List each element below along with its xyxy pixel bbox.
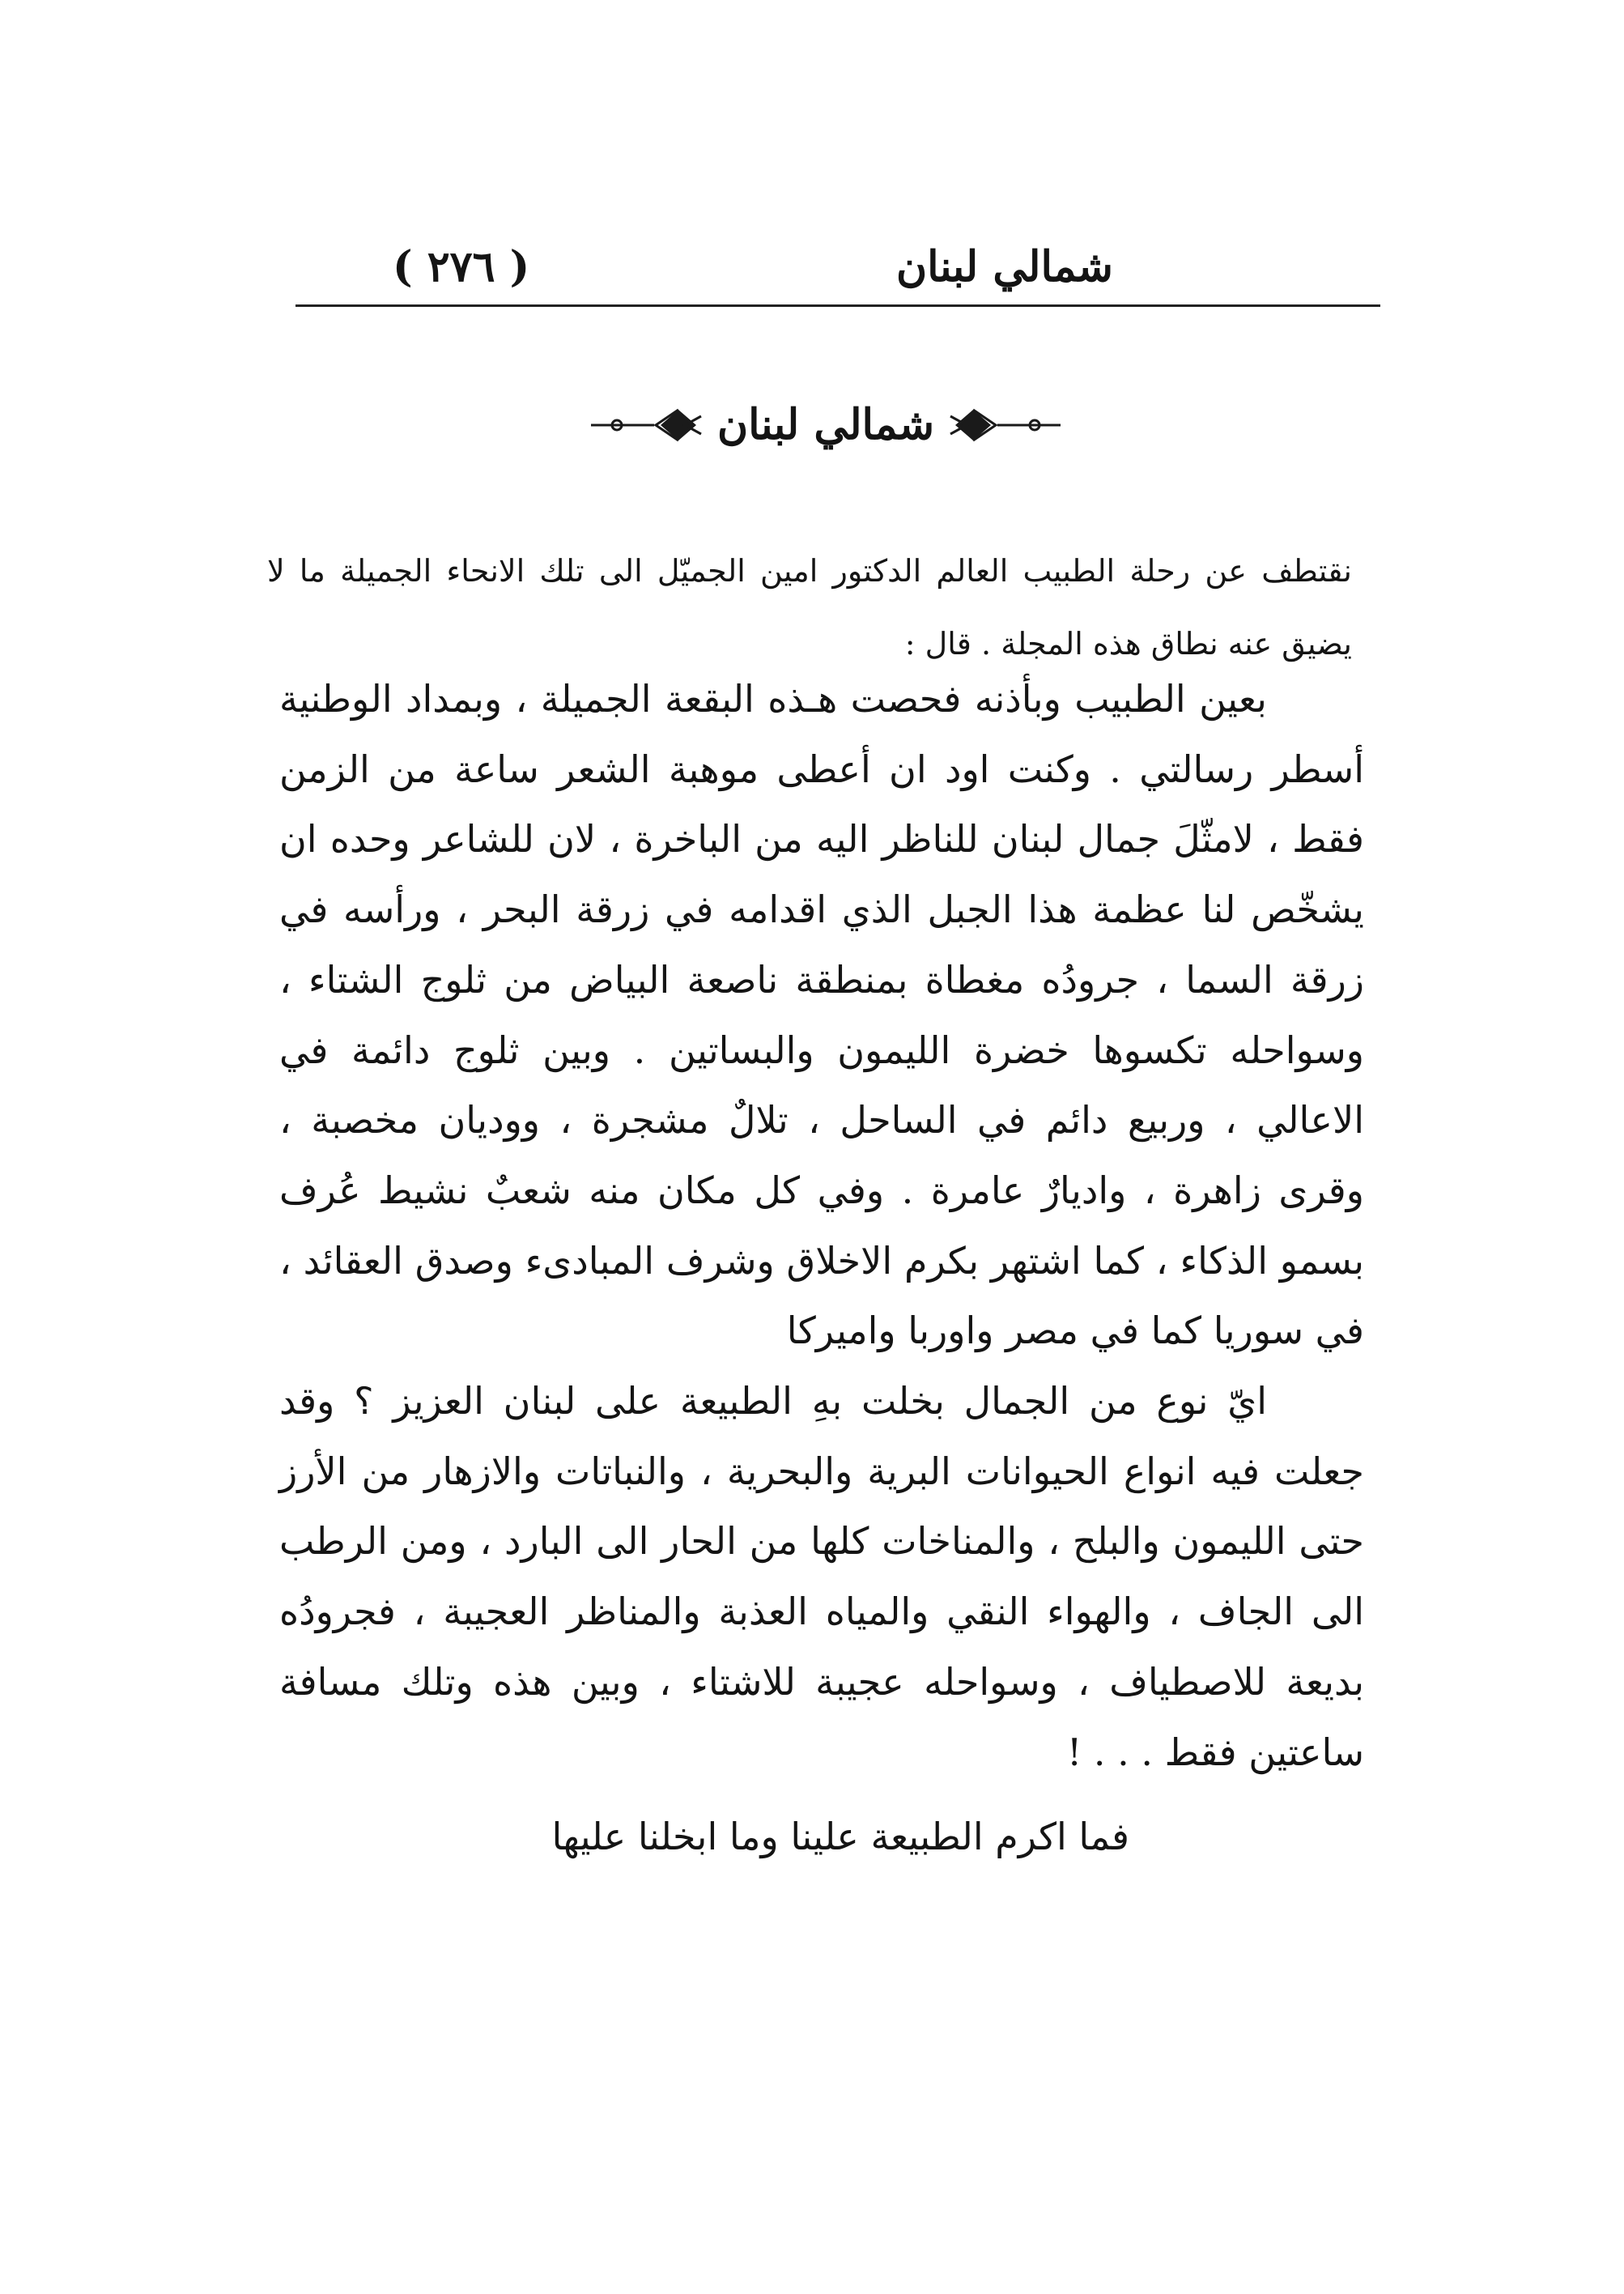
closing-line: فما اكرم الطبيعة علينا وما ابخلنا عليها <box>551 1815 1129 1859</box>
intro-note: نقتطف عن رحلة الطبيب العالم الدكتور امين الجميّل الى تلك الانحاء الجميلة ما لا يضيق عنه نطاق هذه المجلة . قال : <box>267 553 1352 662</box>
paragraph: بعين الطبيب وبأذنه فحصت هـذه البقعة الجميلة ، وبمداد الوطنية أسطر رسالتي . وكنت اود ان أعطى موهبة الشعر ساعة من الزمن فقط ، لامثّلَ جمال لبنان للناظر اليه من الباخرة ، لان للشاعر وحده ان يشخّص لنا عظمة هذا الجبل الذي اقدامه في زرقة البحر ، ورأسه في زرقة السما ، جرودُه مغطاة بمنطقة ناصعة البياض من ثلوج الشتاء ، وسواحله تكسوها خضرة الليمون والبساتين . وبين ثلوج دائمة في الاعالي ، وربيع دائم في الساحل ، تلالٌ مشجرة ، ووديان مخصبة ، وقرى زاهرة ، واديارٌ عامرة . وفي كل مكان منه شعبٌ نشيط عُرف بسمو الذكاء ، كما اشتهر بكرم الاخلاق وشرف المبادىء وصدق العقائد ، في سوريا كما في مصر واوربا واميركا <box>279 677 1364 1353</box>
header-rule <box>295 304 1380 307</box>
running-title: شمالي لبنان <box>895 242 1113 292</box>
body-text <box>279 664 1364 1872</box>
section-heading <box>486 389 1166 462</box>
ornament-left-icon <box>589 405 703 445</box>
page-number: ( ٢٧٦ ) <box>393 242 530 292</box>
paragraph: ايّ نوع من الجمال بخلت بهِ الطبيعة على لبنان العزيز ؟ وقد جعلت فيه انواع الحيوانات البرية والبحرية ، والنباتات والازهار من الأرز حتى الليمون والبلح ، والمناخات كلها من الحار الى البارد ، ومن الرطب الى الجاف ، والهواء النقي والمياه العذبة والمناظر العجيبة ، فجرودُه بديعة للاصطياف ، وسواحله عجيبة للاشتاء ، وبين هذه وتلك مسافة ساعتين فقط . . . ! <box>279 1379 1364 1774</box>
running-head <box>295 235 1380 300</box>
ornament-right-icon <box>949 405 1062 445</box>
section-title: شمالي لبنان <box>716 400 935 449</box>
